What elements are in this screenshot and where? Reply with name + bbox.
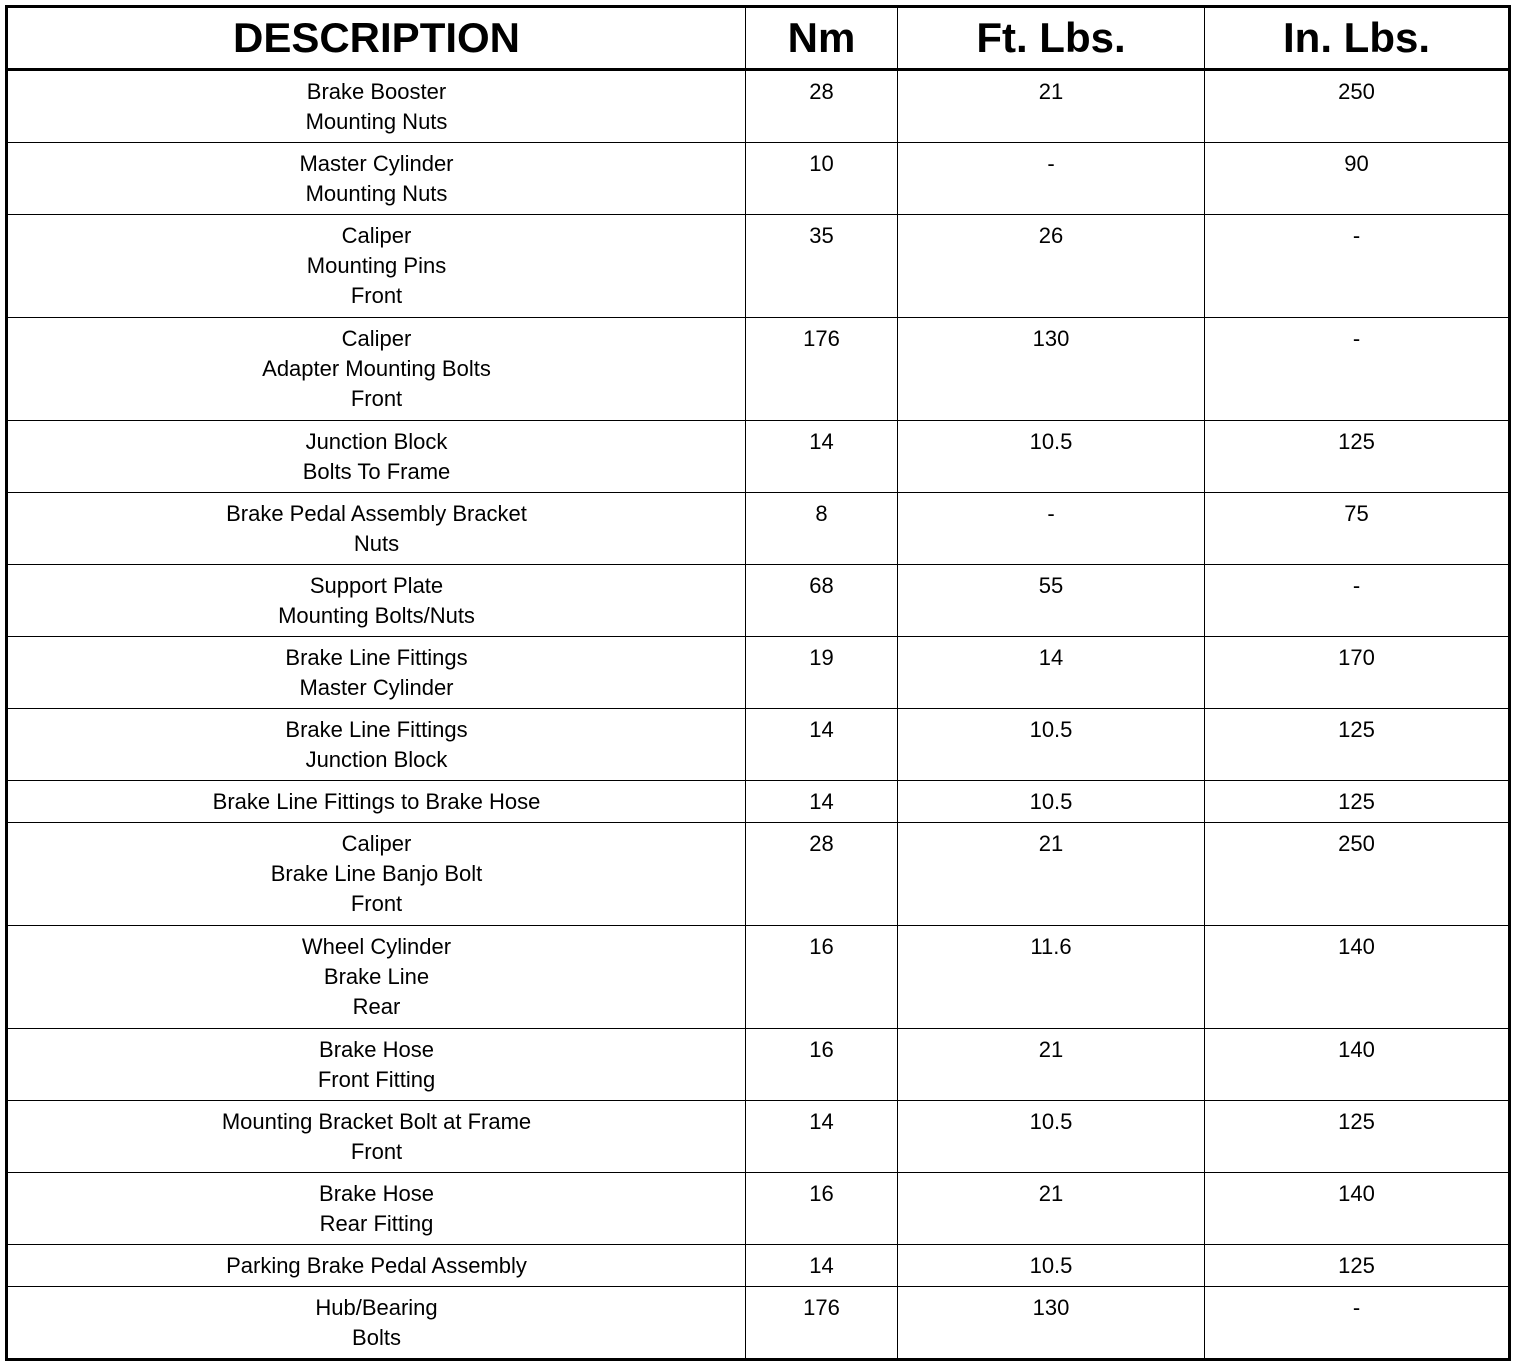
header-in-lbs: In. Lbs.	[1205, 7, 1510, 70]
table-row	[7, 565, 1510, 637]
nm-cell: 176	[746, 318, 898, 421]
in-lbs-cell: -	[1205, 318, 1510, 421]
description-line: Brake Line	[323, 964, 430, 989]
description-cell	[7, 823, 746, 926]
header-nm: Nm	[746, 7, 898, 70]
ft-lbs-cell: 21	[898, 70, 1205, 143]
description-cell	[7, 143, 746, 215]
nm-cell: 8	[746, 493, 898, 565]
in-lbs-cell: 140	[1205, 926, 1510, 1029]
description-line: Junction Block	[305, 747, 448, 772]
in-lbs-cell: 125	[1205, 1101, 1510, 1173]
nm-cell: 16	[746, 1173, 898, 1245]
ft-lbs-cell: 10.5	[898, 709, 1205, 781]
description-line: Adapter Mounting Bolts	[262, 356, 491, 381]
in-lbs-cell: -	[1205, 565, 1510, 637]
description-line: Mounting Nuts	[305, 109, 448, 134]
table-row	[7, 709, 1510, 781]
description-line: Front	[350, 891, 403, 916]
nm-cell: 14	[746, 421, 898, 493]
description-cell	[7, 1287, 746, 1360]
description-cell	[7, 318, 746, 421]
table-row	[7, 781, 1510, 823]
ft-lbs-cell: 130	[898, 318, 1205, 421]
description-line: Caliper	[341, 326, 412, 351]
nm-cell: 28	[746, 823, 898, 926]
description-line: Brake Booster	[306, 79, 447, 104]
description-line: Brake Pedal Assembly Bracket	[226, 501, 527, 526]
in-lbs-cell: 75	[1205, 493, 1510, 565]
ft-lbs-cell: -	[898, 143, 1205, 215]
table-row	[7, 1287, 1510, 1360]
ft-lbs-cell: 10.5	[898, 421, 1205, 493]
table-header	[7, 7, 1510, 70]
description-cell	[7, 1245, 746, 1287]
description-cell	[7, 709, 746, 781]
description-line: Junction Block	[305, 429, 448, 454]
description-cell	[7, 493, 746, 565]
nm-cell: 16	[746, 926, 898, 1029]
description-cell	[7, 1101, 746, 1173]
description-line: Front	[350, 283, 403, 308]
description-line: Brake Hose	[319, 1181, 434, 1206]
in-lbs-cell: 140	[1205, 1173, 1510, 1245]
table-body	[7, 70, 1510, 1360]
description-line: Mounting Bracket Bolt at Frame	[221, 1109, 532, 1134]
description-cell	[7, 421, 746, 493]
nm-cell: 10	[746, 143, 898, 215]
in-lbs-cell: 140	[1205, 1029, 1510, 1101]
in-lbs-cell: 125	[1205, 421, 1510, 493]
description-line: Parking Brake Pedal Assembly	[226, 1253, 527, 1278]
description-cell	[7, 926, 746, 1029]
nm-cell: 35	[746, 215, 898, 318]
table-row	[7, 421, 1510, 493]
description-line: Support Plate	[309, 573, 444, 598]
description-cell	[7, 781, 746, 823]
description-line: Wheel Cylinder	[301, 934, 452, 959]
in-lbs-cell: 125	[1205, 781, 1510, 823]
ft-lbs-cell: 10.5	[898, 781, 1205, 823]
table-row	[7, 823, 1510, 926]
description-line: Brake Line Banjo Bolt	[270, 861, 483, 886]
description-line: Master Cylinder	[299, 675, 454, 700]
description-line: Master Cylinder	[299, 151, 454, 176]
nm-cell: 28	[746, 70, 898, 143]
description-cell	[7, 215, 746, 318]
header-description: DESCRIPTION	[7, 7, 746, 70]
header-ft-lbs: Ft. Lbs.	[898, 7, 1205, 70]
in-lbs-cell: 250	[1205, 70, 1510, 143]
table-row	[7, 318, 1510, 421]
ft-lbs-cell: 21	[898, 1029, 1205, 1101]
description-line: Hub/Bearing	[315, 1295, 438, 1320]
ft-lbs-cell: 21	[898, 823, 1205, 926]
ft-lbs-cell: 11.6	[898, 926, 1205, 1029]
nm-cell: 14	[746, 1101, 898, 1173]
in-lbs-cell: 170	[1205, 637, 1510, 709]
table-row	[7, 926, 1510, 1029]
header-row	[7, 7, 1510, 70]
in-lbs-cell: 90	[1205, 143, 1510, 215]
description-line: Brake Hose	[319, 1037, 434, 1062]
description-line: Caliper	[341, 223, 412, 248]
table-row	[7, 1245, 1510, 1287]
description-line: Brake Line Fittings	[285, 717, 468, 742]
nm-cell: 14	[746, 1245, 898, 1287]
description-cell	[7, 1173, 746, 1245]
table-row	[7, 1101, 1510, 1173]
table-row	[7, 493, 1510, 565]
description-line: Nuts	[353, 531, 400, 556]
table-row	[7, 637, 1510, 709]
in-lbs-cell: 125	[1205, 709, 1510, 781]
nm-cell: 16	[746, 1029, 898, 1101]
nm-cell: 14	[746, 781, 898, 823]
description-line: Mounting Pins	[306, 253, 447, 278]
description-line: Brake Line Fittings	[285, 645, 468, 670]
table-row	[7, 1029, 1510, 1101]
description-line: Rear Fitting	[319, 1211, 434, 1236]
description-cell	[7, 70, 746, 143]
description-line: Bolts	[352, 1325, 401, 1350]
description-line: Front	[350, 386, 403, 411]
description-line: Mounting Nuts	[305, 181, 448, 206]
description-line: Rear	[352, 994, 401, 1019]
description-line: Bolts To Frame	[302, 459, 451, 484]
description-cell	[7, 1029, 746, 1101]
description-line: Brake Line Fittings to Brake Hose	[212, 789, 541, 814]
torque-specifications-table	[5, 5, 1511, 1361]
in-lbs-cell: 125	[1205, 1245, 1510, 1287]
ft-lbs-cell: 55	[898, 565, 1205, 637]
in-lbs-cell: -	[1205, 1287, 1510, 1360]
table-row	[7, 215, 1510, 318]
description-cell	[7, 565, 746, 637]
in-lbs-cell: -	[1205, 215, 1510, 318]
nm-cell: 14	[746, 709, 898, 781]
description-line: Front	[350, 1139, 403, 1164]
nm-cell: 68	[746, 565, 898, 637]
in-lbs-cell: 250	[1205, 823, 1510, 926]
ft-lbs-cell: 21	[898, 1173, 1205, 1245]
ft-lbs-cell: 14	[898, 637, 1205, 709]
ft-lbs-cell: -	[898, 493, 1205, 565]
nm-cell: 19	[746, 637, 898, 709]
ft-lbs-cell: 26	[898, 215, 1205, 318]
ft-lbs-cell: 10.5	[898, 1101, 1205, 1173]
description-line: Caliper	[341, 831, 412, 856]
ft-lbs-cell: 130	[898, 1287, 1205, 1360]
description-cell	[7, 637, 746, 709]
nm-cell: 176	[746, 1287, 898, 1360]
description-line: Mounting Bolts/Nuts	[278, 603, 475, 628]
ft-lbs-cell: 10.5	[898, 1245, 1205, 1287]
description-line: Front Fitting	[317, 1067, 436, 1092]
table-row	[7, 1173, 1510, 1245]
table-row	[7, 70, 1510, 143]
table-row	[7, 143, 1510, 215]
